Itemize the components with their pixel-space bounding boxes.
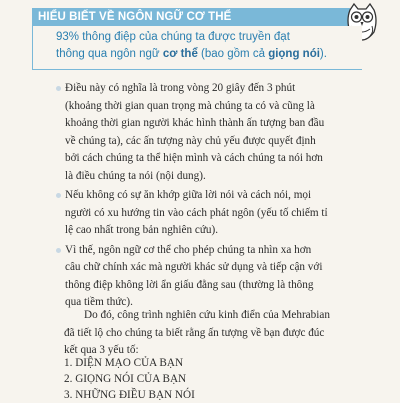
callout-text	[56, 29, 356, 63]
text-line: Do đó, công trình nghiên cứu kinh điển của Mehrabian	[84, 309, 330, 321]
factor-item: 2. GIỌNG NÓI CỦA BẠN	[64, 373, 187, 385]
text-line: người có xu hướng tin vào cách phát ngôn (yếu tố chiếm tỉ	[65, 206, 328, 219]
text-line: kết qua 3 yếu tố:	[64, 344, 139, 356]
callout-line-1: 93% thông điệp của chúng ta được truyền đạt	[56, 31, 290, 43]
text-line: (khoảng thời gian quan trọng mà chúng ta có và cũng là	[65, 99, 315, 112]
bullet-item-1	[65, 80, 395, 185]
bullet-dot-icon	[56, 86, 61, 91]
body-paragraph	[64, 307, 384, 360]
text-line: là điều chúng ta nói (nội dung).	[65, 169, 206, 182]
text-line: Vì thế, ngôn ngữ cơ thể cho phép chúng ta nhìn xa hơn	[65, 243, 312, 256]
text-line: bởi cách chúng ta thể hiện mình và cách chúng ta nói hơn	[65, 152, 323, 164]
section-header: HIỂU BIẾT VỀ NGÔN NGỮ CƠ THỂ	[32, 8, 350, 26]
bullet-dot-icon	[56, 248, 61, 253]
factor-item: 1. DIỆN MẠO CỦA BẠN	[64, 357, 184, 369]
text-line: về chúng ta), các ấn tượng này chủ yếu được quyết định	[65, 134, 316, 147]
text-line: câu chữ chính xác mà người khác sử dụng và tiếp cận với	[65, 261, 323, 273]
bullet-list	[65, 80, 395, 314]
text-line: qua tiềm thức).	[65, 296, 133, 308]
text-line: Nếu không có sự ăn khớp giữa lời nói và cách nói, mọi	[65, 189, 312, 201]
factor-list	[64, 355, 364, 403]
bullet-dot-icon	[56, 193, 61, 198]
text-line: khoảng thời gian người khác hình thành ấn tượng ban đầu	[65, 117, 325, 129]
text-line: lệ cao nhất trong bản nghiên cứu).	[65, 224, 219, 236]
text-line: Điều này có nghĩa là trong vòng 20 giây đến 3 phút	[65, 82, 296, 94]
bullet-item-3	[65, 242, 395, 312]
factor-item: 3. NHỮNG ĐIỀU BẠN NÓI	[64, 389, 195, 401]
text-line: đã tiết lộ cho chúng ta biết rằng ấn tượng về bạn được đúc	[64, 326, 325, 339]
callout-line-2: thông qua ngôn ngữ cơ thể (bao gồm cả giọng nói).	[56, 48, 327, 60]
text-line: thông điệp không lời ẩn giấu đằng sau (thường là thông	[65, 278, 314, 291]
bullet-item-2	[65, 187, 395, 240]
